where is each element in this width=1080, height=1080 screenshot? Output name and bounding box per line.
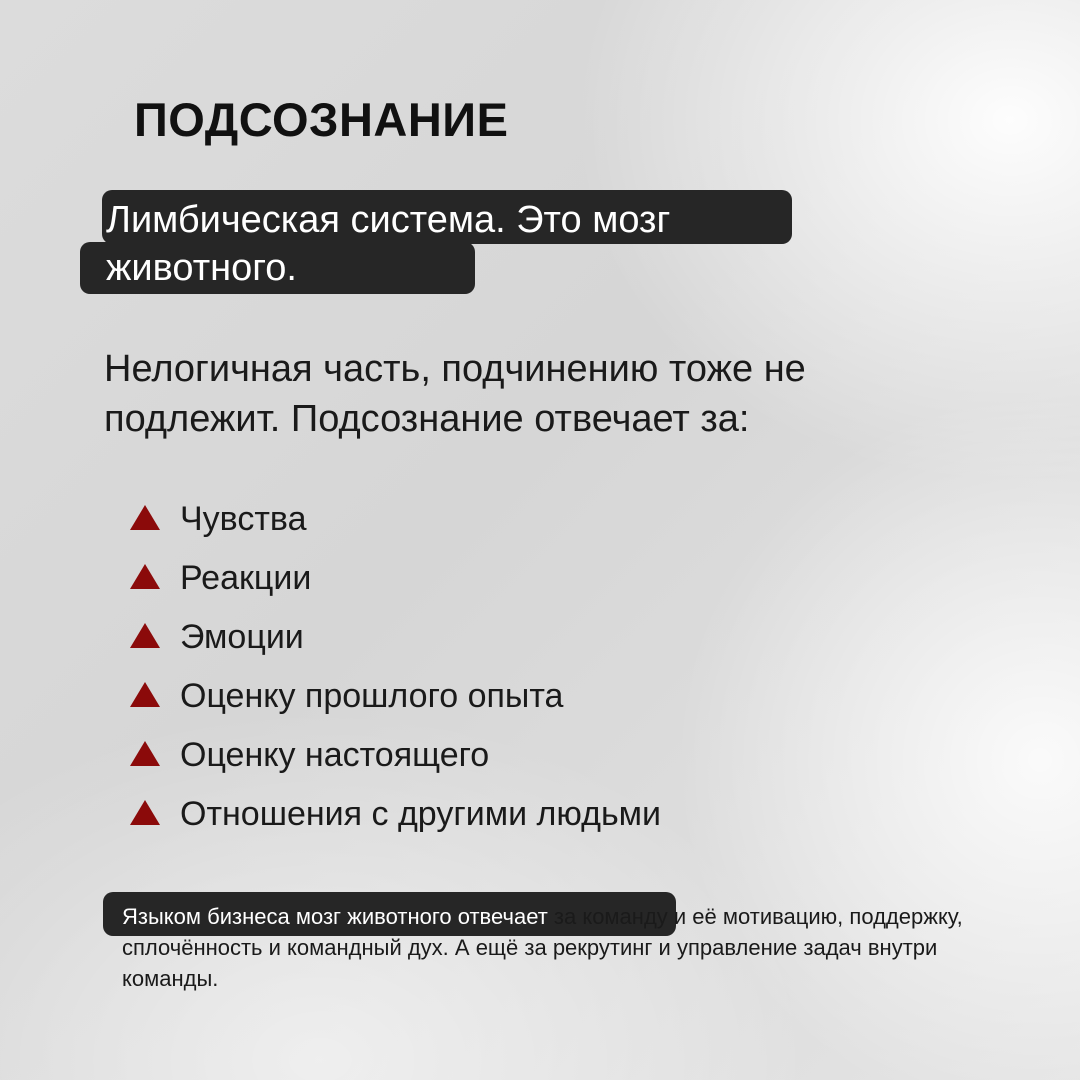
responsibility-list	[130, 490, 661, 844]
intro-paragraph: Нелогичная часть, подчинению тоже не подлежит. Подсознание отвечает за:	[104, 348, 806, 440]
list-item-label: Отношения с другими людьми	[180, 795, 662, 833]
triangle-icon	[130, 505, 160, 530]
triangle-icon	[130, 800, 160, 825]
list-item	[130, 667, 661, 726]
triangle-icon	[130, 741, 160, 766]
highlight-text: Лимбическая система. Это мозг животного.	[106, 199, 671, 289]
list-item	[130, 726, 661, 785]
triangle-icon	[130, 623, 160, 648]
triangle-icon	[130, 682, 160, 707]
list-item	[130, 608, 661, 667]
list-item-label: Оценку прошлого опыта	[180, 677, 564, 715]
footer-text	[103, 892, 1003, 994]
list-item-label: Чувства	[180, 500, 307, 538]
footer-highlighted-phrase: Языком бизнеса мозг животного отвечает	[122, 904, 548, 929]
list-item-label: Реакции	[180, 559, 312, 597]
footer-note	[103, 892, 1003, 994]
list-item	[130, 785, 661, 844]
list-item	[130, 490, 661, 549]
list-item-label: Эмоции	[180, 618, 304, 656]
footer-rest-text: за команду и её мотивацию, поддержку, сплочённость и командный дух. А ещё за рекрутинг и управление задач внутри команды.	[122, 904, 963, 991]
triangle-icon	[130, 564, 160, 589]
highlighted-statement	[80, 190, 800, 300]
list-item-label: Оценку настоящего	[180, 736, 490, 774]
list-item	[130, 549, 661, 608]
page-title: ПОДСОЗНАНИЕ	[134, 93, 509, 146]
